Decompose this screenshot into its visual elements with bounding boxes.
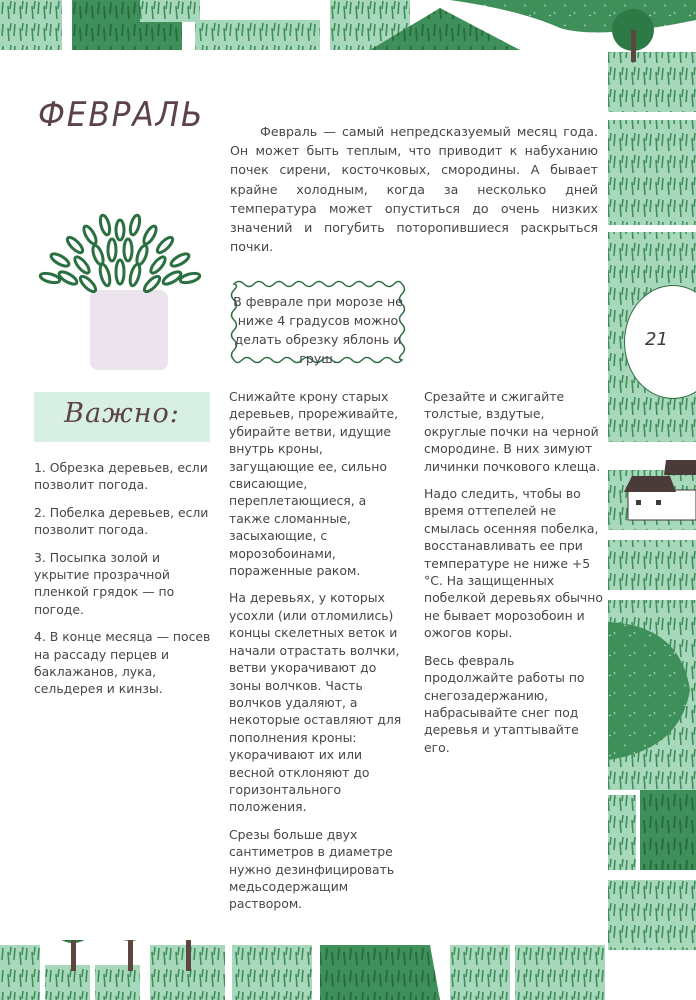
page-number: 21 [645, 329, 668, 350]
page-title: ФЕВРАЛЬ [38, 94, 205, 135]
important-item: 1. Обрезка деревьев, если позволит погода. [34, 460, 208, 493]
paragraph: Срезайте и сжигайте толстые, вздутые, округлые почки на черной смородине. В них зимуют личинки почкового клеща. [424, 389, 601, 474]
right-column [424, 388, 604, 766]
paragraph: Снижайте крону старых деревьев, прореживайте, убирайте ветви, идущие внутрь кроны, загущающие ее, сильно свисающие, переплетающиеся, а также сломанные, засыхающие, с морозобоинами, пораженные раком. [229, 389, 399, 579]
important-item: 3. Посыпка золой и укрытие прозрачной пленкой грядок — по погоде. [34, 549, 175, 617]
important-item: 4. В конце месяца — посев на рассаду перцев и баклажанов, лука, сельдерея и кинзы. [34, 629, 211, 697]
paragraph: На деревьях, у которых усохли (или отломились) концы скелетных веток и начали отрастать волчки, ветви укорачивают до зоны волчков. Часть волчков удаляют, а некоторые оставляют для пополнения кроны: укорачивают их или весной отклоняют до горизонтального положения. [229, 590, 402, 815]
tip-text: В феврале при морозе не ниже 4 градусов можно делать обрезку яблонь и груш. [233, 294, 403, 366]
middle-column [229, 388, 409, 923]
paragraph: Надо следить, чтобы во время оттепелей не смылась осенняя побелка, восстанавливать ее при температуре не ниже +5 °С. На защищенных побелкой деревьях обычно не бывает морозобоин и ожогов коры. [424, 486, 603, 641]
houses-illustration [624, 460, 696, 520]
tip-callout [228, 278, 408, 366]
bush-in-pot-illustration [20, 180, 220, 370]
important-list [34, 459, 214, 708]
important-banner [34, 392, 210, 442]
important-item: 2. Побелка деревьев, если позволит погода. [34, 504, 209, 538]
paragraph: Весь февраль продолжайте работы по снегозадержанию, набрасывайте снег под деревья и утаптывайте его. [424, 652, 585, 755]
intro-paragraph: Февраль — самый непредсказуемый месяц года. Он может быть теплым, что приводит к набуханию почек сирени, косточковых, смородины. А бывает крайне холодным, когда за несколько дней температура может опуститься до очень низких значений и погубить поторопившиеся раскрыться почки. [230, 124, 598, 255]
paragraph: Срезы больше двух сантиметров в диаметре нужно дезинфицировать медьсодержащим раствором. [229, 826, 395, 912]
important-heading: Важно: [64, 398, 180, 429]
